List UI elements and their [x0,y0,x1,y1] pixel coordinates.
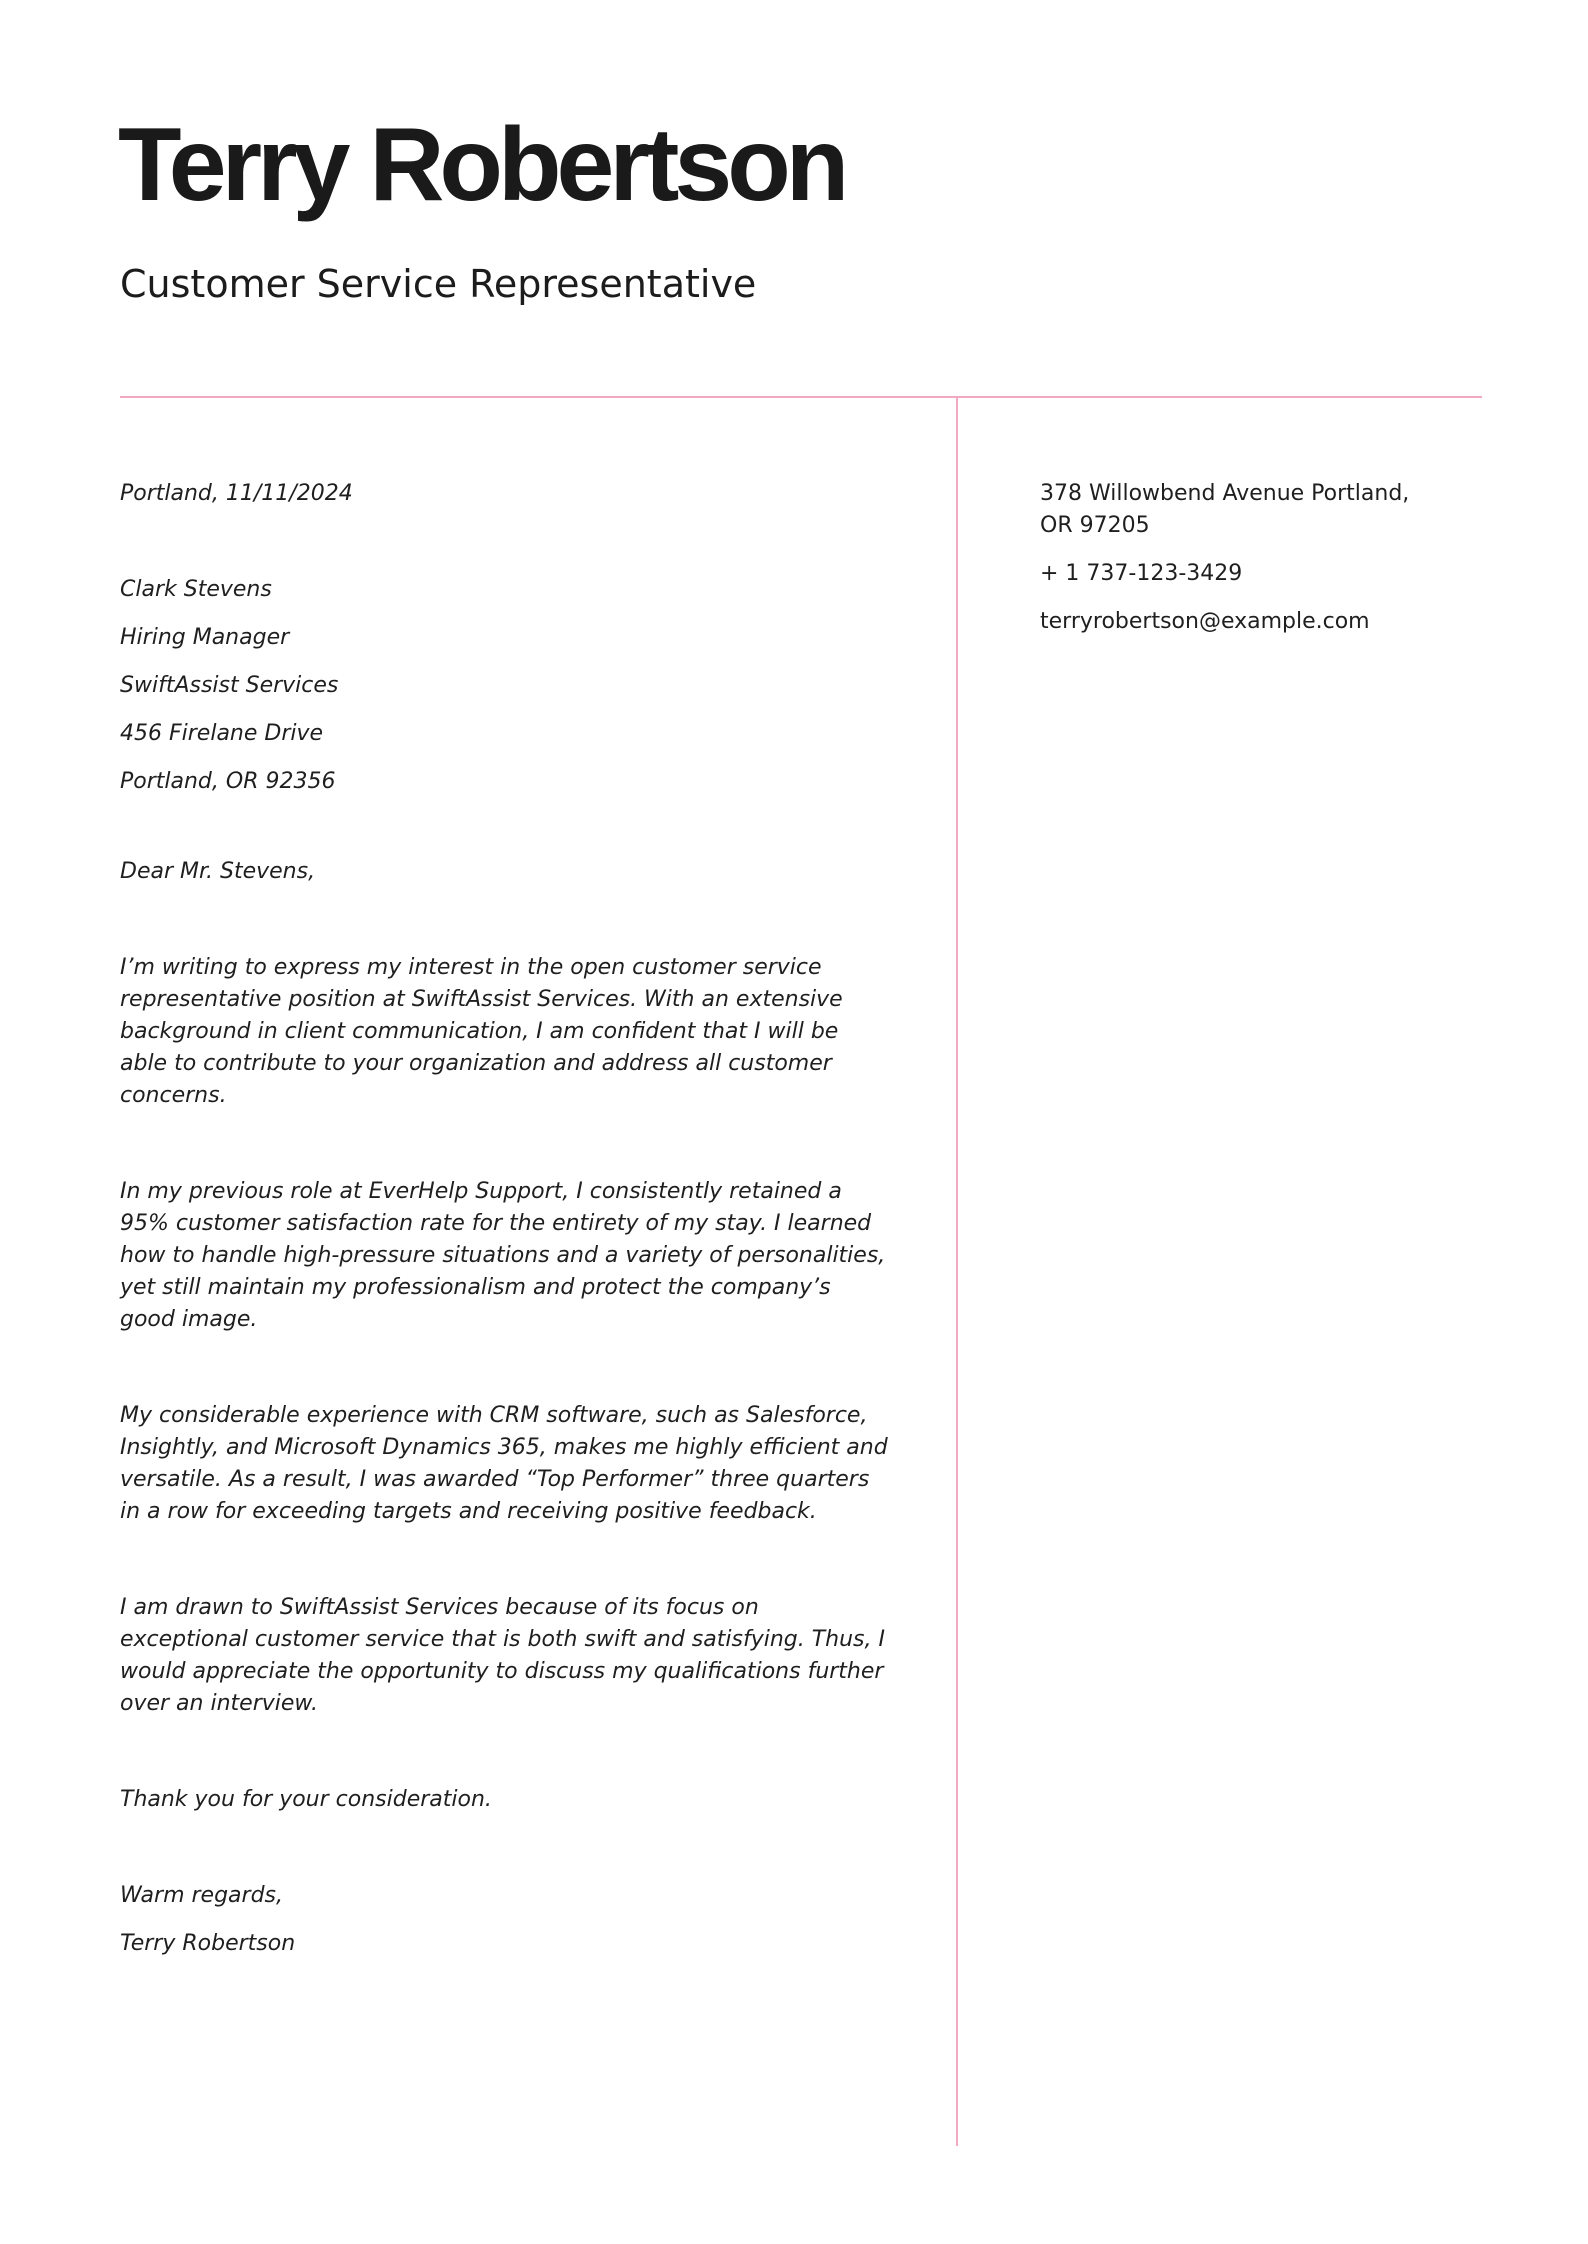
contact-address: 378 Willowbend Avenue Portland, OR 97205 [1040,481,1410,538]
body-paragraph: I’m writing to express my interest in the open customer service representative position at SwiftAssist Services. With an extensive background in client communication, I am confident that I will be able to contribute to your organization and address all customer concerns. [120,955,843,1108]
thanks-line: Thank you for your consideration. [120,1787,492,1812]
contact-phone: + 1 737-123-3429 [1040,561,1243,586]
body-paragraph: My considerable experience with CRM software, such as Salesforce, Insightly, and Microsoft Dynamics 365, makes me highly efficient and versatile. As a result, I was awarded “Top Performer” three quarters in a row for exceeding targets and receiving positive feedback. [120,1403,888,1524]
body-paragraph: I am drawn to SwiftAssist Services because of its focus on exceptional customer service that is both swift and satisfying. Thus, I would appreciate the opportunity to discuss my qualifications further over an interview. [120,1595,885,1716]
column-divider [956,397,958,2146]
date-line: Portland, 11/11/2024 [120,481,353,506]
contact-block [1040,478,1440,654]
recipient-position: Hiring Manager [120,625,290,650]
body-paragraph: In my previous role at EverHelp Support, I consistently retained a 95% customer satisfaction rate for the entirety of my stay. I learned how to handle high-pressure situations and a variety of personalities, yet still maintain my professionalism and protect the company’s good image. [120,1179,886,1332]
job-title: Customer Service Representative [120,262,757,306]
contact-email[interactable]: terryrobertson@example.com [1040,609,1370,634]
recipient-block [120,566,890,806]
recipient-city: Portland, OR 92356 [120,769,336,794]
closing: Warm regards, [120,1883,283,1908]
letter-body [120,478,890,1968]
signature-name: Terry Robertson [120,1931,296,1956]
greeting: Dear Mr. Stevens, [120,859,316,884]
header-divider [120,396,1482,398]
recipient-name: Clark Stevens [120,577,272,602]
applicant-name: Terry Robertson [118,107,845,223]
signoff-block [120,1872,890,1968]
recipient-company: SwiftAssist Services [120,673,339,698]
recipient-street: 456 Firelane Drive [120,721,324,746]
